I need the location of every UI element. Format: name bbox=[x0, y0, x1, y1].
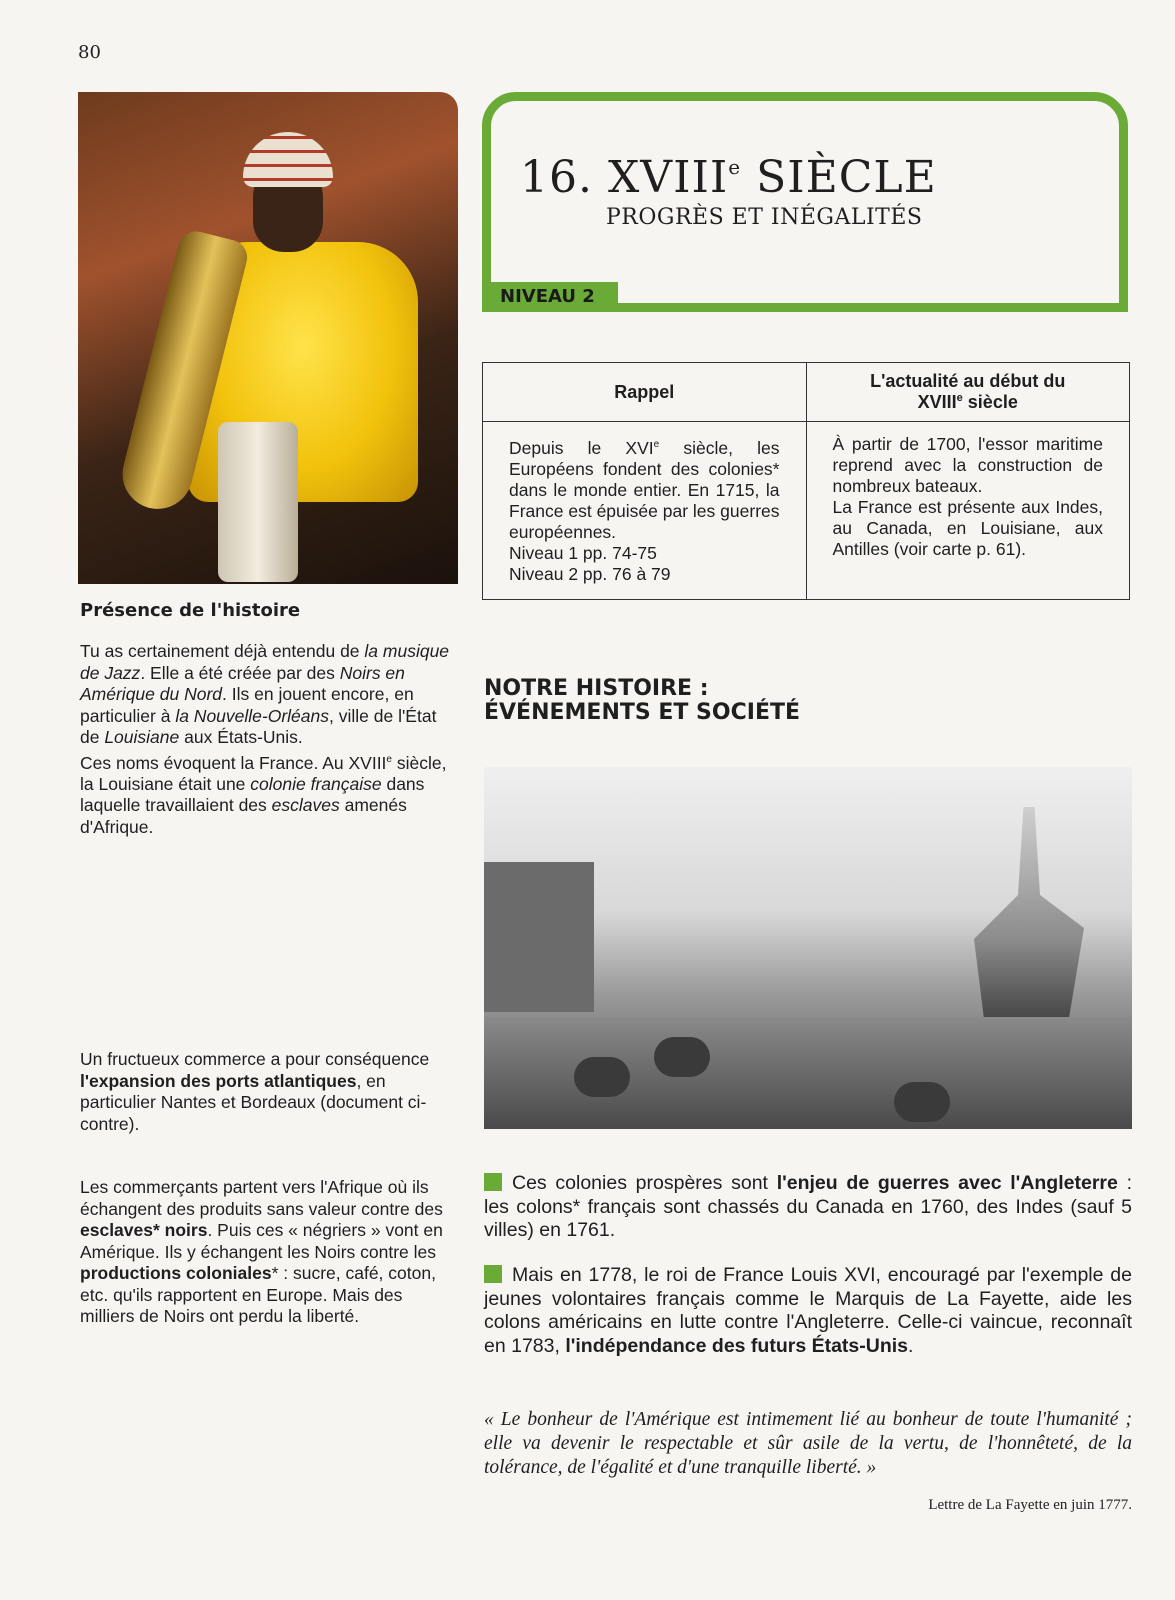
table-cell-actualite bbox=[806, 422, 1130, 600]
engraving-barrel-shape bbox=[894, 1082, 950, 1122]
section-title-line2: ÉVÉNEMENTS ET SOCIÉTÉ bbox=[484, 700, 801, 725]
chapter-subtitle: PROGRÈS ET INÉGALITÉS bbox=[606, 205, 923, 230]
superscript: e bbox=[728, 155, 742, 179]
text: Depuis le XVI bbox=[509, 437, 654, 458]
green-square-bullet-icon bbox=[484, 1265, 502, 1283]
table-header-rappel: Rappel bbox=[483, 363, 807, 422]
superscript: e bbox=[653, 439, 660, 450]
lafayette-quote: « Le bonheur de l'Amérique est intimement lié au bonheur de toute l'humanité ; elle va devenir le respectable et sûr asile de la vertu, de l'honnêteté, de la tolérance, de l'égalité et d'une tranquille liberté. » bbox=[484, 1409, 1132, 1478]
port-engraving-image bbox=[484, 767, 1132, 1129]
quote-source: Lettre de La Fayette en juin 1777. bbox=[928, 1497, 1132, 1513]
text: , en particulier Nantes et Bordeaux (document ci-contre). bbox=[80, 1070, 427, 1134]
bullet-paragraph-wars bbox=[484, 1172, 1132, 1243]
text: Ces colonies prospères sont bbox=[512, 1172, 777, 1194]
superscript: e bbox=[956, 392, 963, 404]
chapter-title bbox=[520, 152, 937, 203]
chapter-century: XVIII bbox=[607, 152, 729, 203]
text: . bbox=[908, 1334, 914, 1357]
text-italic: la musique de Jazz bbox=[80, 641, 450, 683]
text-italic: esclaves bbox=[271, 795, 340, 816]
green-square-bullet-icon bbox=[484, 1173, 502, 1191]
text: À partir de 1700, l'essor maritime reprend avec la construction de nombreux bateaux. bbox=[832, 434, 1103, 496]
superscript: e bbox=[386, 753, 392, 765]
text: aux États-Unis. bbox=[179, 727, 303, 747]
reference-niveau-1: Niveau 1 pp. 74-75 bbox=[509, 542, 657, 563]
text: * : sucre, café, coton, etc. qu'ils rapportent en Europe. Mais des milliers de Noirs ont perdu la liberté. bbox=[80, 1263, 436, 1326]
jazz-saxophonist-photo bbox=[78, 92, 458, 584]
caption-title: Présence de l'histoire bbox=[80, 600, 301, 621]
page-number: 80 bbox=[78, 42, 101, 63]
engraving-barrel-shape bbox=[574, 1057, 630, 1097]
reference-niveau-2: Niveau 2 pp. 76 à 79 bbox=[509, 563, 671, 584]
text-italic: colonie française bbox=[250, 773, 382, 794]
text: . Elle a été créée par des bbox=[140, 662, 340, 683]
table-cell-rappel bbox=[483, 422, 807, 600]
chapter-title-word: SIÈCLE bbox=[756, 152, 937, 203]
text: Ces noms évoquent la France. Au XVIII bbox=[80, 752, 387, 773]
engraving-barrel-shape bbox=[654, 1037, 710, 1077]
text: siècle, la Louisiane était une bbox=[80, 752, 447, 794]
text-italic: Louisiane bbox=[104, 727, 180, 747]
engraving-building-shape bbox=[484, 862, 594, 1012]
text-bold: productions coloniales bbox=[80, 1263, 272, 1283]
text: Tu as certainement déjà entendu de bbox=[80, 641, 365, 661]
bullet-paragraph-independence bbox=[484, 1264, 1132, 1358]
text: XVIII bbox=[917, 392, 957, 412]
text-bold: esclaves* noirs bbox=[80, 1220, 208, 1240]
text: La France est présente aux Indes, au Canada, en Louisiane, aux Antilles (voir carte p. 61). bbox=[832, 497, 1103, 559]
text: siècle bbox=[962, 392, 1018, 412]
text: . Ils en jouent encore, en particulier à bbox=[80, 684, 414, 726]
left-paragraph-jazz bbox=[80, 641, 450, 838]
engraving-ship-shape bbox=[974, 807, 1084, 1027]
text: Mais en 1778, le roi de France Louis XVI, encouragé par l'exemple de jeunes volontaires français comme le Marquis de La Fayette, aide les colons américains en lutte contre l'Angleterre. Celle-ci vaincue, reconnaît en 1783, bbox=[484, 1264, 1132, 1357]
photo-hat-shape bbox=[243, 132, 333, 187]
text: amenés d'Afrique. bbox=[80, 795, 407, 837]
text: . Puis ces « négriers » vont en Amérique. Ils y échangent les Noirs contre les bbox=[80, 1220, 443, 1262]
table-header-actualite bbox=[806, 363, 1130, 422]
left-paragraph-ports bbox=[80, 1049, 450, 1135]
chapter-number: 16. bbox=[520, 152, 593, 203]
level-badge: NIVEAU 2 bbox=[482, 282, 618, 312]
recall-table bbox=[482, 362, 1130, 600]
text-bold: l'indépendance des futurs États-Unis bbox=[565, 1334, 909, 1357]
text: Un fructueux commerce a pour conséquence bbox=[80, 1049, 430, 1069]
left-paragraph-slave-trade bbox=[80, 1177, 450, 1328]
text: L'actualité au début du bbox=[870, 371, 1066, 391]
text-bold: l'expansion des ports atlantiques bbox=[80, 1070, 357, 1091]
section-title bbox=[484, 677, 800, 725]
text-italic: la Nouvelle-Orléans bbox=[175, 705, 330, 726]
text-bold: l'enjeu de guerres avec l'Angleterre bbox=[776, 1172, 1118, 1194]
text: Les commerçants partent vers l'Afrique où ils échangent des produits sans valeur contre des bbox=[80, 1177, 443, 1219]
text: , ville de l'État de bbox=[80, 705, 437, 747]
text: dans laquelle travaillaient des bbox=[80, 773, 425, 816]
text: siècle, les Européens fondent des colonies* dans le monde entier. En 1715, la France est épuisée par les guerres européennes. bbox=[509, 437, 780, 542]
photo-drum-shape bbox=[218, 422, 298, 582]
text: : les colons* français sont chassés du Canada en 1760, des Indes (sauf 5 villes) en 1761. bbox=[484, 1172, 1132, 1241]
text-italic: Noirs en Amérique du Nord bbox=[80, 662, 405, 704]
section-title-line1: NOTRE HISTOIRE : bbox=[484, 676, 709, 701]
